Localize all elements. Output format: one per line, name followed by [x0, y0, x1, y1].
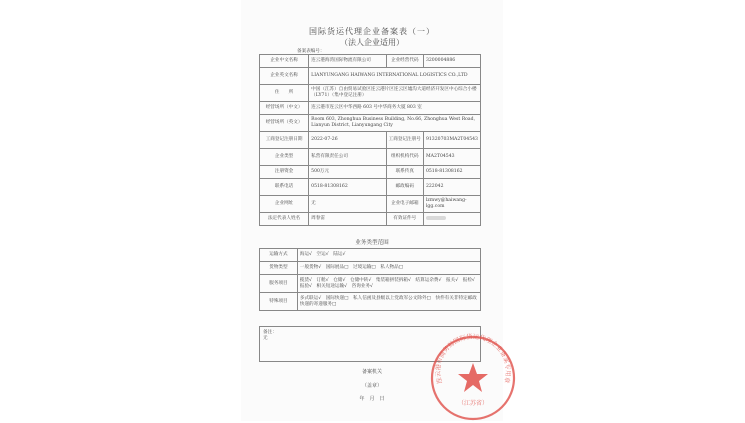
- org-code-label: 组织机构代码: [386, 149, 423, 166]
- phone-value: 0518-81308162: [309, 179, 386, 196]
- table-row: [260, 213, 481, 226]
- official-seal-icon: [428, 333, 518, 423]
- scope-value: 海运√ 空运√ 陆运√: [297, 249, 480, 262]
- remarks-value: 无: [263, 336, 268, 341]
- en-name-value: LIANYUNGANG HAIWANG INTERNATIONAL LOGISTICS CO.,LTD: [309, 68, 481, 85]
- capital-label: 注册资金: [260, 166, 309, 179]
- table-row: [260, 166, 481, 179]
- table-row: [260, 132, 481, 149]
- scope-label: 特殊项目: [260, 293, 298, 311]
- biz-addr-en-label: 经营场所（英文）: [260, 115, 309, 132]
- cn-name-value: 连云港海湾国际物流有限公司: [309, 55, 386, 68]
- legal-rep-label: 法定代表人姓名: [260, 213, 309, 226]
- biz-code-label: 企业经营代码: [386, 55, 423, 68]
- scope-title: 业务类型范围: [355, 240, 389, 246]
- fax-value: 0518-81308162: [423, 166, 480, 179]
- document-subtitle: （法人企业适用）: [340, 38, 404, 47]
- scope-value: 一般货物√ 国际展品□ 过境运输□ 私人物品□: [297, 262, 480, 275]
- table-row: [260, 293, 481, 311]
- seal-region: （江苏省）: [457, 400, 489, 407]
- scope-value: 揽货√ 订舱√ 仓储√ 仓储中转√ 集装箱拼装拆箱√ 结算运杂费√ 报关√ 报检√ 报验√ 相关短途运输√ 咨询业务√: [297, 275, 480, 293]
- postcode-value: 222042: [423, 179, 480, 196]
- remarks-label: 备注：: [263, 330, 277, 335]
- table-row: [260, 115, 481, 132]
- fax-label: 联系传真: [386, 166, 423, 179]
- cn-name-label: 企业中文名称: [260, 55, 309, 68]
- scope-table: [259, 248, 481, 311]
- scope-value: 多式联运√ 国际快递□ 私人信函及县级以上党政军公文除外□ 快件有关非特定邮政快递的寄递服务□: [297, 293, 480, 311]
- redacted-id: [426, 216, 446, 220]
- postcode-label: 邮政编码: [386, 179, 423, 196]
- email-value: lzmwy@haiwang-lgg.com: [423, 196, 480, 213]
- address-label: 住 所: [260, 85, 309, 102]
- scope-label: 服务项目: [260, 275, 298, 293]
- address-value: 中国（江苏）自由贸易试验区连云港片区连云区墟沟大道经济开发区中心综合小楼（LY71）（集中登记注册）: [309, 85, 481, 102]
- agency-label: 备案机关: [361, 369, 382, 375]
- table-row: [260, 85, 481, 102]
- reg-date-value: 2022-07-26: [309, 132, 386, 149]
- scope-label: 运输方式: [260, 249, 298, 262]
- email-label: 企业电子邮箱: [386, 196, 423, 213]
- legal-rep-value: 周春雷: [309, 213, 386, 226]
- id-value: [423, 213, 480, 226]
- agency-date-line: 年 月 日: [359, 396, 385, 402]
- biz-addr-cn-label: 经营场所（中文）: [260, 102, 309, 115]
- credit-code-value: 91320703MA2T04543: [423, 132, 480, 149]
- website-value: 无: [309, 196, 386, 213]
- table-row: [260, 68, 481, 85]
- reg-no-label: 备案表编号：: [297, 49, 325, 54]
- capital-value: 500万元: [309, 166, 386, 179]
- registration-table: [259, 54, 481, 226]
- type-label: 企业类型: [260, 149, 309, 166]
- table-row: [260, 275, 481, 293]
- type-value: 私营有限责任公司: [309, 149, 386, 166]
- document-title: 国际货运代理企业备案表（一）: [309, 27, 435, 36]
- table-row: [260, 179, 481, 196]
- table-row: [260, 102, 481, 115]
- table-row: [260, 149, 481, 166]
- en-name-label: 企业英文名称: [260, 68, 309, 85]
- table-row: [260, 55, 481, 68]
- phone-label: 联系电话: [260, 179, 309, 196]
- credit-code-label: 工商登记注册号: [386, 132, 423, 149]
- reg-date-label: 工商登记注册日期: [260, 132, 309, 149]
- agency-seal-line: （盖章）: [361, 383, 382, 389]
- biz-code-value: 3200004886: [423, 55, 480, 68]
- org-code-value: MA2T04543: [423, 149, 480, 166]
- scope-label: 货物类型: [260, 262, 298, 275]
- seal-text: 连云港市商务局国际货运代理企业备案专用章: [434, 333, 512, 385]
- table-row: [260, 249, 481, 262]
- biz-addr-en-value: Room 603, Zhonghua Business Building, No.66, Zhonghua West Road, Lianyun District, Lianyungang City: [309, 115, 481, 132]
- id-label: 有效证件号: [386, 213, 423, 226]
- table-row: [260, 262, 481, 275]
- table-row: [260, 196, 481, 213]
- website-label: 企业网址: [260, 196, 309, 213]
- biz-addr-cn-value: 连云港市连云区中华西路 603 号中华商务大厦 803 室: [309, 102, 481, 115]
